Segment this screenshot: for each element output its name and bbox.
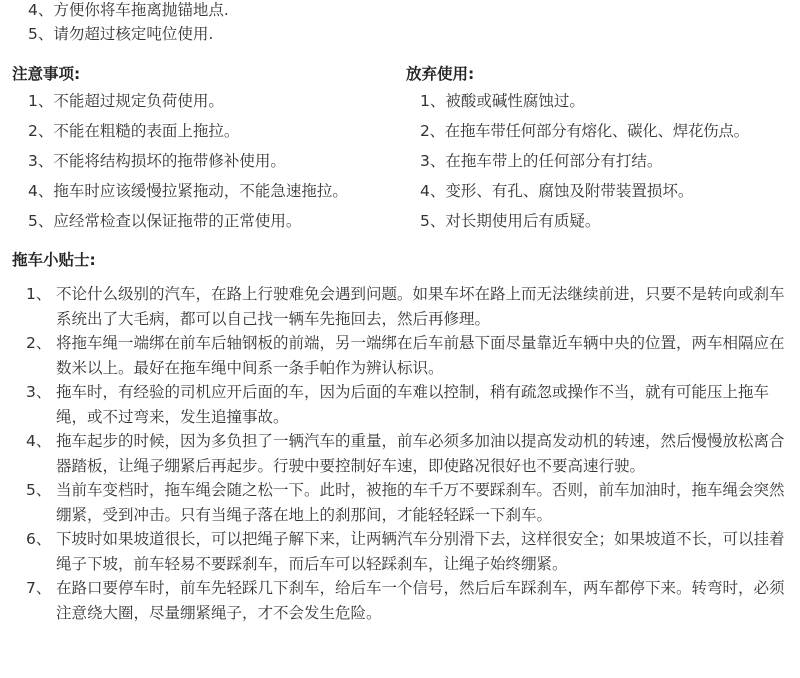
abandon-item: 4、变形、有孔、腐蚀及附带装置损坏。 [420, 182, 694, 200]
tip-item [26, 282, 796, 331]
tip-text: 不论什么级别的汽车，在路上行驶难免会遇到问题。如果车坏在路上而无法继续前进，只要不是转向或刹车系统出了大毛病，都可以自己找一辆车先拖回去，然后再修理。 [56, 285, 785, 328]
abandon-item: 3、在拖车带上的任何部分有打结。 [420, 152, 663, 170]
tip-number: 1、 [26, 285, 52, 303]
tip-text: 拖车时，有经验的司机应开后面的车，因为后面的车难以控制，稍有疏忽或操作不当，就有可能压上拖车绳，或不过弯来，发生追撞事故。 [56, 383, 770, 426]
tip-item [26, 576, 796, 625]
tip-text: 将拖车绳一端绑在前车后轴钢板的前端，另一端绑在后车前悬下面尽量靠近车辆中央的位置，两车相隔应在数米以上。最好在拖车绳中间系一条手帕作为辨认标识。 [56, 334, 785, 377]
abandon-heading: 放弃使用: [406, 65, 475, 83]
tip-item [26, 429, 796, 478]
tip-number: 2、 [26, 334, 52, 352]
tip-text: 当前车变档时，拖车绳会随之松一下。此时，被拖的车千万不要踩刹车。否则，前车加油时，拖车绳会突然绷紧，受到冲击。只有当绳子落在地上的刹那间，才能轻轻踩一下刹车。 [56, 481, 785, 524]
abandon-item: 2、在拖车带任何部分有熔化、碳化、焊花伤点。 [420, 122, 749, 140]
tips-heading: 拖车小贴士: [12, 251, 96, 269]
tip-item [26, 331, 796, 380]
tip-number: 5、 [26, 481, 52, 499]
tip-item [26, 478, 796, 527]
tip-text: 拖车起步的时候，因为多负担了一辆汽车的重量，前车必须多加油以提高发动机的转速，然后慢慢放松离合器踏板，让绳子绷紧后再起步。行驶中要控制好车速，即使路况很好也不要高速行驶。 [56, 432, 785, 475]
notes-item: 4、拖车时应该缓慢拉紧拖动，不能急速拖拉。 [28, 182, 348, 200]
notes-heading: 注意事项: [12, 65, 81, 83]
tip-number: 7、 [26, 579, 52, 597]
tip-number: 6、 [26, 530, 52, 548]
tip-item [26, 527, 796, 576]
top-item: 4、方便你将车拖离抛锚地点. [28, 1, 229, 19]
tip-text: 在路口要停车时，前车先轻踩几下刹车，给后车一个信号，然后后车踩刹车，两车都停下来。转弯时，必须注意绕大圈，尽量绷紧绳子，才不会发生危险。 [56, 579, 785, 622]
abandon-item: 5、对长期使用后有质疑。 [420, 212, 601, 230]
tips-list [26, 282, 796, 625]
tip-item [26, 380, 796, 429]
tip-text: 下坡时如果坡道很长，可以把绳子解下来，让两辆汽车分别滑下去，这样很安全；如果坡道不长，可以挂着绳子下坡，前车轻易不要踩刹车，而后车可以轻踩刹车，让绳子始终绷紧。 [56, 530, 785, 573]
abandon-item: 1、被酸或碱性腐蚀过。 [420, 92, 585, 110]
tip-number: 3、 [26, 383, 52, 401]
notes-item: 5、应经常检查以保证拖带的正常使用。 [28, 212, 302, 230]
notes-item: 1、不能超过规定负荷使用。 [28, 92, 224, 110]
tip-number: 4、 [26, 432, 52, 450]
top-item: 5、请勿超过核定吨位使用. [28, 25, 214, 43]
notes-item: 2、不能在粗糙的表面上拖拉。 [28, 122, 240, 140]
notes-item: 3、不能将结构损坏的拖带修补使用。 [28, 152, 286, 170]
